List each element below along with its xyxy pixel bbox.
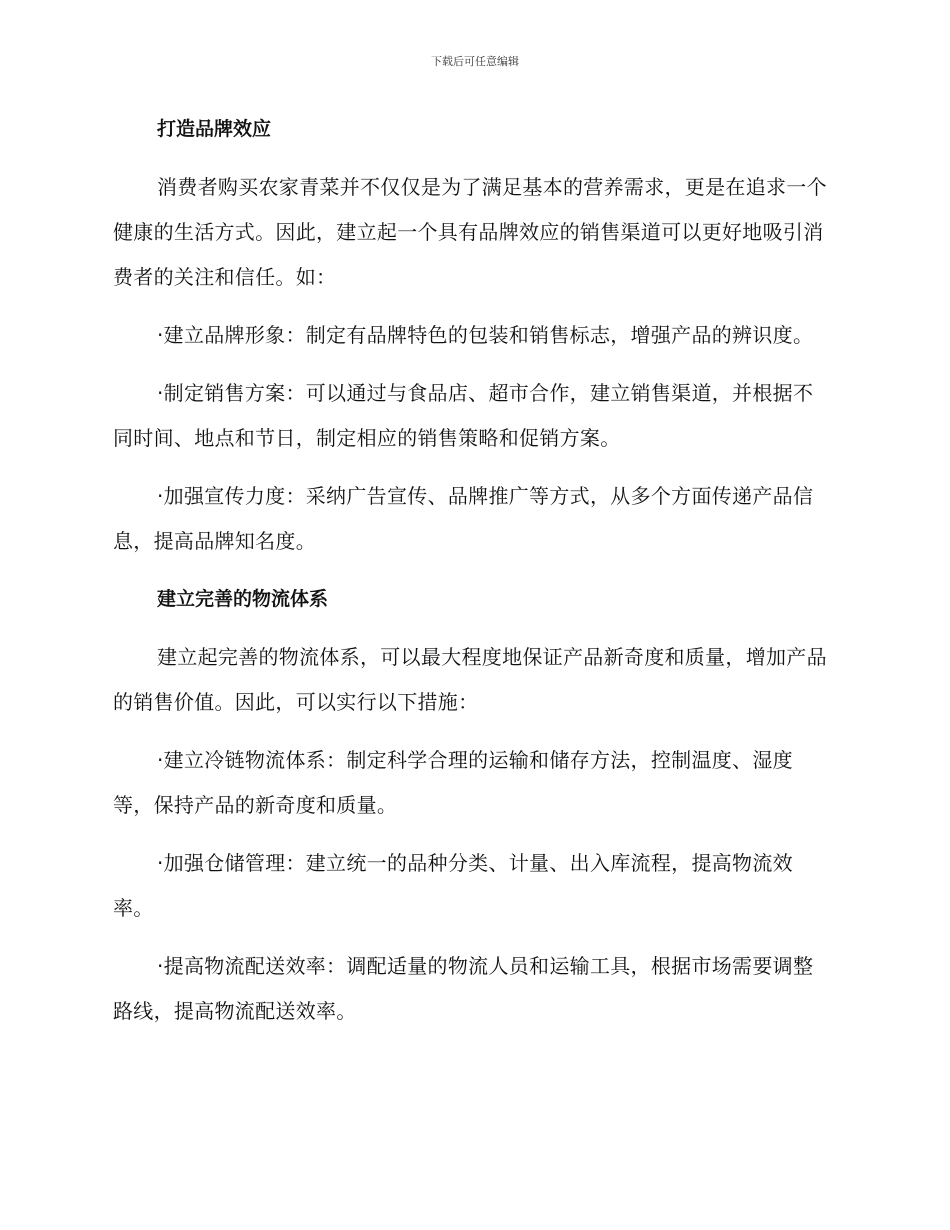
list-item: ·建立品牌形象：制定有品牌特色的包装和销售标志，增强产品的辨识度。 — [157, 323, 814, 347]
list-item: ·建立冷链物流体系：制定科学合理的运输和储存方法，控制温度、湿度等，保持产品的新奇度和质量。 — [113, 748, 793, 817]
section-heading-logistics: 建立完善的物流体系 — [157, 588, 329, 610]
section-heading-brand: 打造品牌效应 — [157, 118, 272, 140]
list-item: ·加强仓储管理：建立统一的品种分类、计量、出入库流程，提高物流效率。 — [113, 851, 793, 920]
section-intro-brand: 消费者购买农家青菜并不仅仅是为了满足基本的营养需求，更是在追求一个健康的生活方式。因此，建立起一个具有品牌效应的销售渠道可以更好地吸引消费者的关注和信任。如： — [113, 175, 827, 289]
section-intro-logistics: 建立起完善的物流体系，可以最大程度地保证产品新奇度和质量，增加产品的销售价值。因此，可以实行以下措施： — [113, 645, 827, 714]
page-header: 下载后可任意编辑 — [431, 55, 519, 68]
list-item: ·制定销售方案：可以通过与食品店、超市合作，建立销售渠道，并根据不同时间、地点和节日，制定相应的销售策略和促销方案。 — [113, 381, 814, 450]
document-body — [113, 107, 833, 1047]
list-item: ·提高物流配送效率：调配适量的物流人员和运输工具，根据市场需要调整路线，提高物流配送效率。 — [113, 954, 814, 1023]
list-item: ·加强宣传力度：采纳广告宣传、品牌推广等方式，从多个方面传递产品信息，提高品牌知名度。 — [113, 484, 814, 553]
